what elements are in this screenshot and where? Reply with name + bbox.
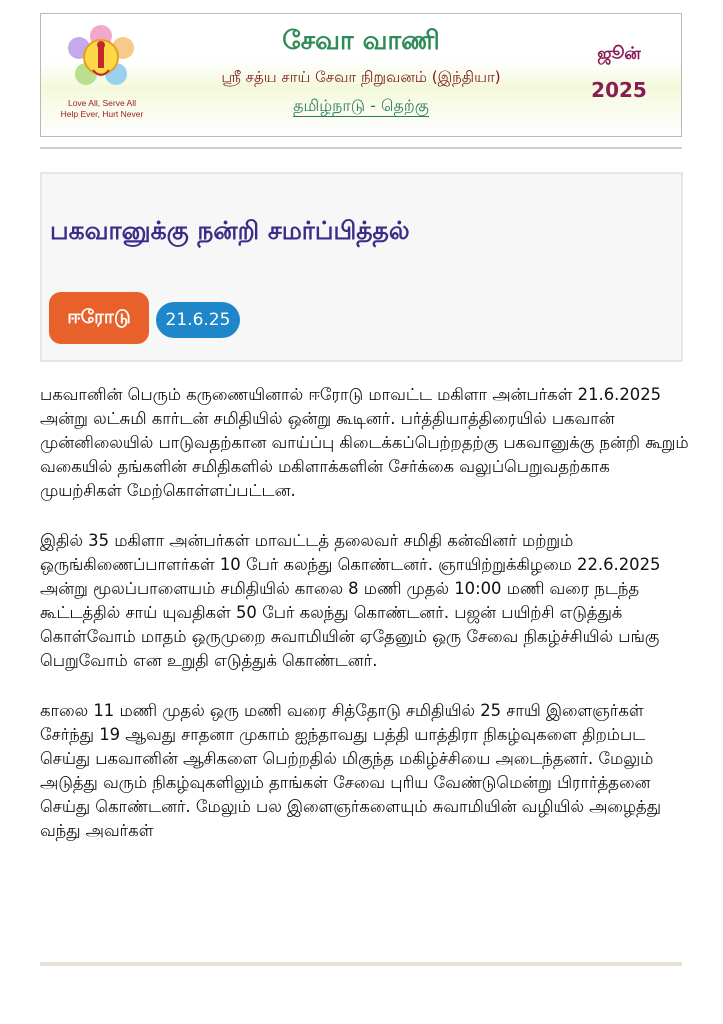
article-header-card xyxy=(40,172,683,362)
date-tag: 21.6.25 xyxy=(156,302,240,338)
organisation-name: ஸ்ரீ சத்ய சாய் சேவா நிறுவனம் (இந்தியா) xyxy=(221,68,501,86)
footer-divider xyxy=(40,962,682,966)
article-title: பகவானுக்கு நன்றி சமர்ப்பித்தல் xyxy=(50,216,410,245)
issue-month: ஜூன் xyxy=(597,44,641,64)
region-link-wrapper xyxy=(191,96,531,117)
article-body xyxy=(40,383,690,869)
location-tag[interactable]: ஈரோடு xyxy=(49,292,149,344)
logo-motto: Love All, Serve All Help Ever, Hurt Never xyxy=(60,98,144,119)
publication-title: சேவா வாணி xyxy=(282,26,440,56)
paragraph: பகவானின் பெரும் கருணையினால் ஈரோடு மாவட்ட மகிளா அன்பர்கள் 21.6.2025 அன்று லட்சுமி கார்டன் சமிதியில் ஒன்று கூடினர். பர்த்தியாத்திரையில் பகவான் முன்னிலையில் பாடுவதற்கான வாய்ப்பு கிடைக்கப்பெற்றதற்கு பகவானுக்கு நன்றி கூறும் வகையில் தங்களின் சமிதிகளில் மகிளாக்களின் சேர்க்கை வலுப்பெறுவதற்காக முயற்சிகள் மேற்கொள்ளப்பட்டன. xyxy=(40,385,689,500)
paragraph: காலை 11 மணி முதல் ஒரு மணி வரை சித்தோடு சமிதியில் 25 சாயி இளைஞர்கள் சேர்ந்து 19 ஆவது சாதனா முகாம் ஐந்தாவது பத்தி யாத்திரா நிகழ்வுகளை திறம்பட செய்து பகவானின் ஆசிகளை பெற்றதில் மிகுந்த மகிழ்ச்சியை அடைந்தனர். மேலும் அடுத்து வரும் நிகழ்வுகளிலும் தாங்கள் சேவை புரிய வேண்டுமென்று பிரார்த்தனை செய்து கொண்டனர். மேலும் பல இளைஞர்களையும் சுவாமியின் வழியில் அழைத்து வந்து அவர்கள் xyxy=(40,701,661,840)
paragraph: இதில் 35 மகிளா அன்பர்கள் மாவட்டத் தலைவர் சமிதி கன்வினர் மற்றும் ஒருங்கிணைப்பாளர்கள் 10 பேர் கலந்து கொண்டனர். ஞாயிற்றுக்கிழமை 22.6.2025 அன்று மூலப்பாளையம் சமிதியில் காலை 8 மணி முதல் 10:00 மணி வரை நடந்த கூட்டத்தில் சாய் யுவதிகள் 50 பேர் கலந்து கொண்டனர். பஜன் பயிற்சி எடுத்துக் கொள்வோம் மாதம் ஒருமுறை சுவாமியின் ஏதேனும் ஒரு சேவை நிகழ்ச்சியில் பங்கு பெறுவோம் என உறுதி எடுத்துக் கொண்டனர். xyxy=(40,531,661,670)
issue-year: 2025 xyxy=(591,78,647,102)
header-divider xyxy=(40,147,682,149)
masthead xyxy=(40,13,682,137)
sai-organisation-logo-icon xyxy=(63,24,139,90)
region-link[interactable]: தமிழ்நாடு - தெற்கு xyxy=(293,96,429,115)
